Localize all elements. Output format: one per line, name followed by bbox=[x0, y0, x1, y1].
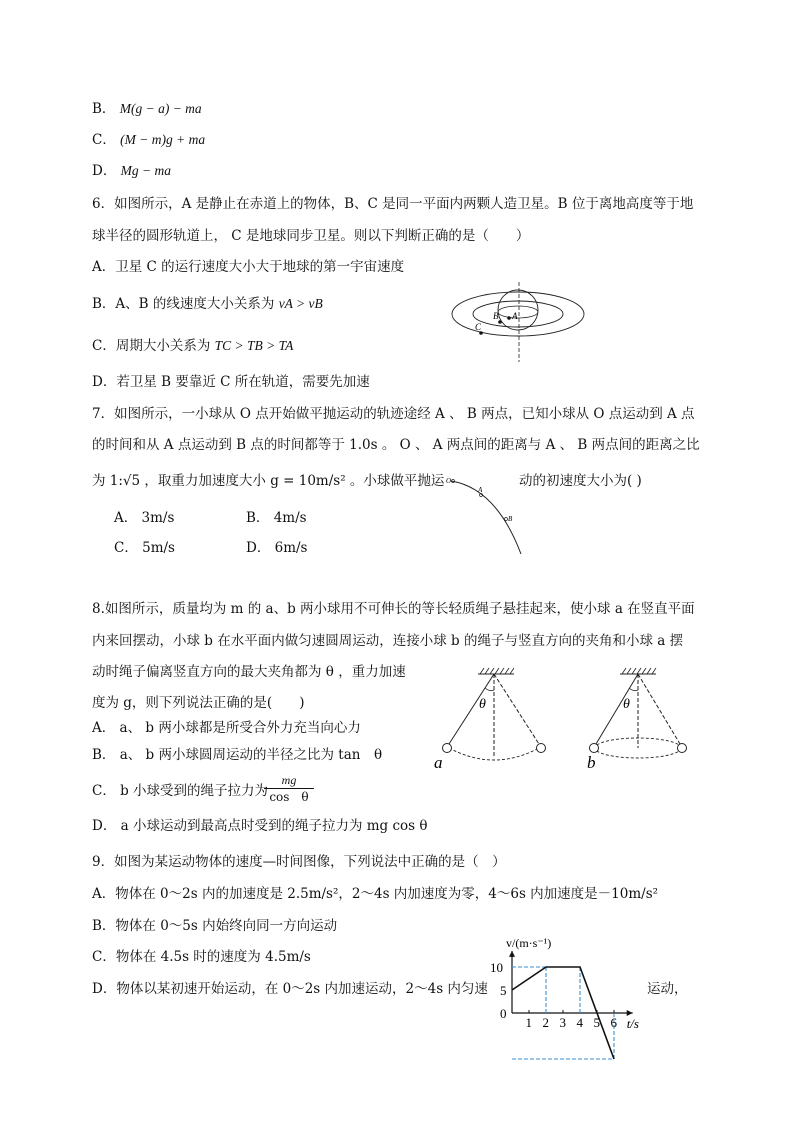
q7-option-b: B． 4m/s bbox=[246, 510, 307, 526]
q9-option-c: C．物体在 4.5s 时的速度为 4.5m/s bbox=[92, 949, 311, 965]
earth-equator bbox=[498, 306, 538, 318]
theta-label-b: θ bbox=[623, 697, 630, 712]
q9-stem: 9．如图为某运动物体的速度—时间图像，下列说法中正确的是（ ） bbox=[92, 854, 506, 870]
x-tick-label-4: 4 bbox=[576, 1015, 583, 1030]
q7-trajectory-figure bbox=[444, 472, 524, 557]
q6-option-c-expr: TC > TB > TA bbox=[214, 338, 294, 353]
q5-option-b-label: B． bbox=[92, 101, 116, 117]
q6-option-b-prefix: B．A、B 的线速度大小关系为 bbox=[92, 296, 275, 312]
q8-option-c bbox=[92, 782, 268, 800]
chart-axes bbox=[509, 951, 633, 1016]
fraction-numerator: mg bbox=[264, 772, 314, 789]
ceiling-a-hatch bbox=[480, 668, 514, 674]
q6-orbit-figure bbox=[450, 282, 590, 362]
q7-line3-part2: 动的初速度大小为( ) bbox=[519, 473, 642, 489]
y-tick-label-10: 10 bbox=[490, 960, 503, 975]
x-tick-label-2: 2 bbox=[542, 1015, 549, 1030]
q7-option-a: A． 3m/s bbox=[114, 510, 175, 526]
q5-option-d-expr: Mg − ma bbox=[120, 163, 171, 178]
q8-option-c-prefix: C． b 小球受到的绳子拉力为 bbox=[92, 783, 269, 799]
q5-option-d-label: D． bbox=[92, 163, 117, 179]
x-axis-label: t/s bbox=[626, 1016, 639, 1031]
ball-b-right bbox=[678, 744, 687, 753]
q8-line2: 内来回摆动，小球 b 在水平面内做匀速圆周运动，连接小球 b 的绳子与竖直方向的夹角和小球 a 摆 bbox=[92, 633, 684, 649]
string-b-left bbox=[596, 674, 638, 744]
label-a: A bbox=[512, 311, 518, 321]
label-a: A bbox=[478, 486, 483, 494]
inner-orbit-b bbox=[473, 301, 563, 327]
ceiling-b-hatch bbox=[622, 668, 656, 674]
string-b-right bbox=[638, 674, 680, 744]
q8-option-d: D． a 小球运动到最高点时受到的绳子拉力为 mg cos θ bbox=[92, 818, 428, 834]
ball-a-right bbox=[537, 744, 546, 753]
x-tick-label-5: 5 bbox=[593, 1015, 600, 1030]
label-c: C bbox=[475, 322, 482, 332]
object-a-dot bbox=[507, 316, 511, 320]
q6-stem-line2: 球半径的圆形轨道上， C 是地球同步卫星。则以下判断正确的是（ ） bbox=[92, 228, 530, 244]
x-tick-label-6: 6 bbox=[610, 1015, 617, 1030]
x-tick-label-1: 1 bbox=[525, 1015, 532, 1030]
earth-circle bbox=[498, 290, 538, 330]
q8-option-b: B． a、 b 两小球圆周运动的半径之比为 tan θ bbox=[92, 747, 383, 763]
q8-option-a: A． a、 b 两小球都是所受合外力充当向心力 bbox=[92, 720, 361, 736]
q9-option-a: A．物体在 0～2s 内的加速度是 2.5m/s²，2～4s 内加速度为零，4～6s 内加速度是－10m/s² bbox=[92, 886, 659, 902]
q8-option-c-fraction bbox=[264, 772, 314, 805]
label-b: B bbox=[508, 515, 513, 523]
satellite-b-dot bbox=[498, 320, 502, 324]
q5-option-c-expr: (M − m)g + ma bbox=[120, 132, 206, 147]
q6-option-c-prefix: C．周期大小关系为 bbox=[92, 338, 211, 354]
q5-option-c-label: C． bbox=[92, 132, 116, 148]
q6-option-a: A．卫星 C 的运行速度大小大于地球的第一宇宙速度 bbox=[92, 259, 405, 275]
q5-option-b bbox=[92, 100, 202, 118]
q5-option-d bbox=[92, 162, 171, 180]
q8-pendulum-figure bbox=[430, 664, 730, 774]
string-a-left bbox=[449, 674, 494, 744]
label-b: b bbox=[587, 753, 596, 772]
string-a-right bbox=[494, 674, 539, 744]
y-tick-label-5: 5 bbox=[500, 983, 507, 998]
theta-arc-b bbox=[629, 688, 638, 691]
q8-line1: 8.如图所示，质量均为 m 的 a、b 两小球用不可伸长的等长轻质绳子悬挂起来，使小球 a 在竖直平面 bbox=[92, 601, 695, 617]
q6-option-c bbox=[92, 337, 293, 355]
q9-velocity-time-chart bbox=[480, 918, 650, 1078]
fraction-denominator: cos θ bbox=[269, 790, 309, 804]
y-axis-arrow bbox=[509, 951, 515, 957]
q7-option-c: C． 5m/s bbox=[114, 540, 175, 556]
theta-arc-a bbox=[485, 688, 494, 691]
label-a: a bbox=[434, 753, 443, 772]
q5-option-c bbox=[92, 131, 205, 149]
q8-line3: 动时绳子偏离竖直方向的最大夹角都为 θ ，重力加速 bbox=[92, 664, 406, 680]
q6-stem-line1: 6．如图所示，A 是静止在赤道上的物体，B、C 是同一平面内两颗人造卫星。B 位于离地高度等于地 bbox=[92, 196, 694, 212]
y-tick-label-0: 0 bbox=[500, 1006, 507, 1021]
q7-option-d: D． 6m/s bbox=[246, 540, 308, 556]
q6-option-d: D．若卫星 B 要靠近 C 所在轨道，需要先加速 bbox=[92, 374, 370, 390]
q6-option-b bbox=[92, 295, 323, 313]
y-axis-label: v/(m·s⁻¹) bbox=[506, 935, 552, 950]
q9-option-d-part2: 运动， bbox=[647, 981, 688, 997]
q7-line3-part1: 为 1:√5 ，取重力加速度大小 g = 10m/s² 。小球做平抛运 bbox=[92, 473, 445, 489]
x-tick-label-3: 3 bbox=[559, 1015, 566, 1030]
q9-option-b: B．物体在 0～5s 内始终向同一方向运动 bbox=[92, 918, 338, 934]
q5-option-b-expr: M(g − a) − ma bbox=[119, 101, 202, 116]
q7-line2: 的时间和从 A 点运动到 B 点的时间都等于 1.0s 。 O 、 A 两点间的距离与 A 、 B 两点间的距离之比 bbox=[92, 437, 700, 453]
theta-label-a: θ bbox=[479, 697, 486, 712]
q8-line4: 度为 g，则下列说法正确的是( ) bbox=[92, 695, 305, 711]
q7-line1: 7．如图所示，一小球从 O 点开始做平抛运动的轨迹途经 A 、 B 两点，已知小球从 O 点运动到 A 点 bbox=[92, 406, 695, 422]
ball-b-left bbox=[590, 744, 599, 753]
q9-option-d-part1: D．物体以某初速开始运动，在 0～2s 内加速运动，2～4s 内匀速 bbox=[92, 981, 488, 997]
outer-orbit-c bbox=[452, 292, 584, 336]
label-b: B bbox=[493, 311, 499, 321]
label-o: O bbox=[446, 477, 452, 485]
q6-option-b-expr: vA > vB bbox=[278, 296, 323, 311]
ball-a-left bbox=[443, 744, 452, 753]
